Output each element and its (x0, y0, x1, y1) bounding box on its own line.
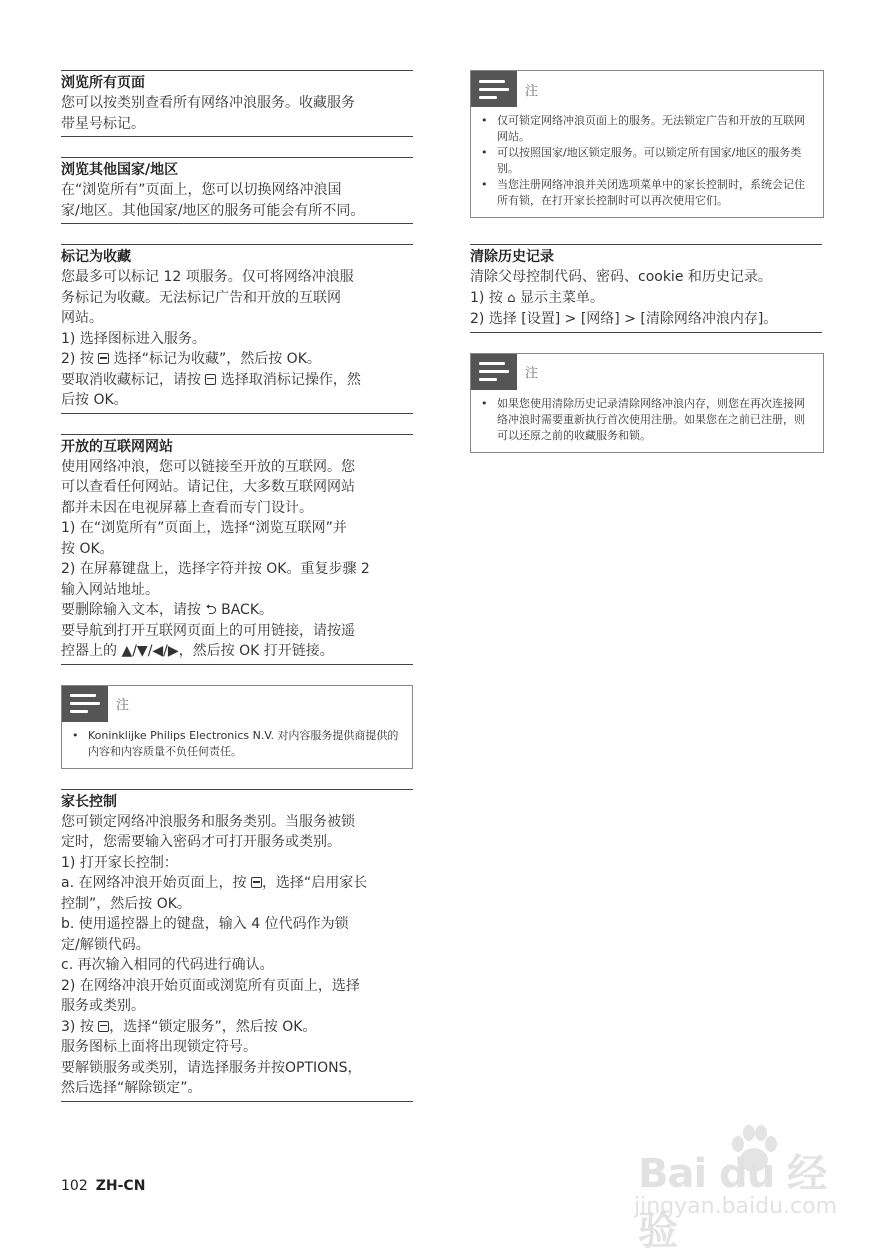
body-line: 要解锁服务或类别，请选择服务并按OPTIONS， (61, 1059, 362, 1076)
body-line (470, 288, 822, 310)
body-line: 按 OK。 (61, 540, 114, 557)
text: ，选择“启用家长 (261, 875, 368, 891)
body-line (61, 349, 413, 370)
body-line: 要删除输入文本，请按 ⮌ BACK。 (61, 602, 274, 618)
body-line: 控制”，然后按 OK。 (61, 895, 191, 912)
options-key-icon (251, 877, 262, 888)
section-open-internet (61, 434, 413, 665)
section-title: 浏览所有页面 (61, 75, 145, 91)
section-browse-all (61, 70, 413, 137)
body-line: 后按 OK。 (61, 392, 128, 408)
section-favorites (61, 244, 413, 414)
body-line: 2) 在屏幕键盘上，选择字符并按 OK。重复步骤 2 (61, 561, 370, 577)
options-key-icon (205, 374, 216, 385)
note-label: 注 (525, 366, 539, 381)
note-label: 注 (116, 698, 130, 713)
body-line: 定时，您需要输入密码才可打开服务或类别。 (61, 834, 341, 850)
body-line: 定/解锁代码。 (61, 936, 150, 953)
options-key-icon (98, 1021, 109, 1032)
left-column (61, 70, 413, 1102)
body-line: 2) 在网络冲浪开始页面或浏览所有页面上，选择 (61, 977, 360, 994)
note-item: • Koninklijke Philips Electronics N.V. 对内容服务提供商提供的内容和内容质量不负任何责任。 (88, 728, 402, 760)
body-line: 然后选择“解除锁定”。 (61, 1080, 202, 1096)
body-line: 1) 打开家长控制： (61, 854, 178, 871)
section-clear-history (470, 244, 822, 333)
body-line: 您最多可以标记 12 项服务。仅可将网络冲浪服 (61, 269, 354, 285)
text: 要取消收藏标记，请按 (61, 371, 206, 388)
body-line: 您可锁定网络冲浪服务和服务类别。当服务被锁 (61, 813, 355, 830)
page-footer (61, 1178, 145, 1194)
body-line: 网站。 (61, 310, 103, 326)
text: 选择“标记为收藏”，然后按 OK。 (109, 351, 321, 367)
section-title: 家长控制 (61, 793, 117, 810)
text: a. 在网络冲浪开始页面上，按 (61, 875, 251, 891)
body-line: 清除父母控制代码、密码、cookie 和历史记录。 (470, 269, 772, 285)
right-column (470, 70, 824, 453)
body-line (61, 873, 413, 894)
body-line: 输入网站地址。 (61, 581, 159, 598)
baidu-watermark (632, 1120, 842, 1254)
note-icon (471, 71, 517, 107)
body-line: 服务或类别。 (61, 998, 145, 1014)
note-item: • 如果您使用清除历史记录清除网络冲浪内存，则您在再次连接网络冲浪时需要重新执行首次使用注册。如果您在之前已注册，则可以还原之前的收藏服务和锁。 (497, 396, 813, 444)
watermark-url: jingyan.baidu.com (634, 1194, 838, 1219)
body-line: 控器上的 ▲/▼/◀/▶，然后按 OK 打开链接。 (61, 643, 334, 659)
body-line: 1) 在“浏览所有”页面上，选择“浏览互联网”并 (61, 520, 347, 536)
section-title: 浏览其他国家/地区 (61, 162, 179, 178)
section-parental-control (61, 789, 413, 1102)
body-line: 使用网络冲浪，您可以链接至开放的互联网。您 (61, 458, 355, 475)
body-line: 都并未因在电视屏幕上查看而专门设计。 (61, 499, 313, 516)
note-item: • 当您注册网络冲浪并关闭选项菜单中的家长控制时，系统会记住所有锁，在打开家长控制时可以再次使用它们。 (497, 177, 813, 209)
body-line: 您可以按类别查看所有网络冲浪服务。收藏服务 (61, 95, 355, 111)
body-line (61, 370, 413, 391)
text: 1) 按 (470, 289, 508, 306)
note-box (61, 685, 413, 769)
body-line: c. 再次输入相同的代码进行确认。 (61, 957, 274, 973)
page-number: 102 (61, 1178, 88, 1194)
section-title: 标记为收藏 (61, 249, 131, 265)
watermark-logo: Bai du 经验 (638, 1151, 827, 1254)
body-line: 要导航到打开互联网页面上的可用链接，请按遥 (61, 622, 355, 639)
body-line: 可以查看任何网站。请记住，大多数互联网网站 (61, 479, 355, 495)
section-other-country (61, 157, 413, 224)
note-box (470, 353, 824, 453)
body-line: 在“浏览所有”页面上，您可以切换网络冲浪国 (61, 182, 342, 198)
note-item: • 仅可锁定网络冲浪页面上的服务。无法锁定广告和开放的互联网网站。 (497, 113, 813, 145)
body-line: b. 使用遥控器上的键盘，输入 4 位代码作为锁 (61, 916, 349, 932)
text: 选择取消标记操作，然 (216, 371, 361, 388)
home-icon: ⌂ (507, 290, 516, 306)
section-title: 清除历史记录 (470, 249, 554, 265)
body-line: 务标记为收藏。无法标记广告和开放的互联网 (61, 289, 341, 306)
note-box (470, 70, 824, 218)
note-label: 注 (525, 83, 539, 99)
text: 2) 按 (61, 351, 99, 367)
body-line: 带星号标记。 (61, 115, 145, 132)
language-code: ZH-CN (95, 1178, 146, 1194)
body-line (61, 1017, 413, 1038)
body-line: 2) 选择 [设置] > [网络] > [清除网络冲浪内存]。 (470, 311, 778, 327)
options-key-icon (98, 353, 109, 364)
section-title: 开放的互联网网站 (61, 438, 173, 455)
note-icon (62, 686, 108, 722)
text: 3) 按 (61, 1018, 99, 1035)
body-line: 家/地区。其他国家/地区的服务可能会有所不同。 (61, 202, 365, 219)
text: 显示主菜单。 (515, 289, 604, 306)
note-icon (471, 354, 517, 390)
text: ，选择“锁定服务”，然后按 OK。 (109, 1018, 317, 1035)
body-line: 1) 选择图标进入服务。 (61, 330, 206, 347)
note-item: • 可以按照国家/地区锁定服务。可以锁定所有国家/地区的服务类别。 (497, 145, 813, 177)
body-line: 服务图标上面将出现锁定符号。 (61, 1039, 257, 1055)
